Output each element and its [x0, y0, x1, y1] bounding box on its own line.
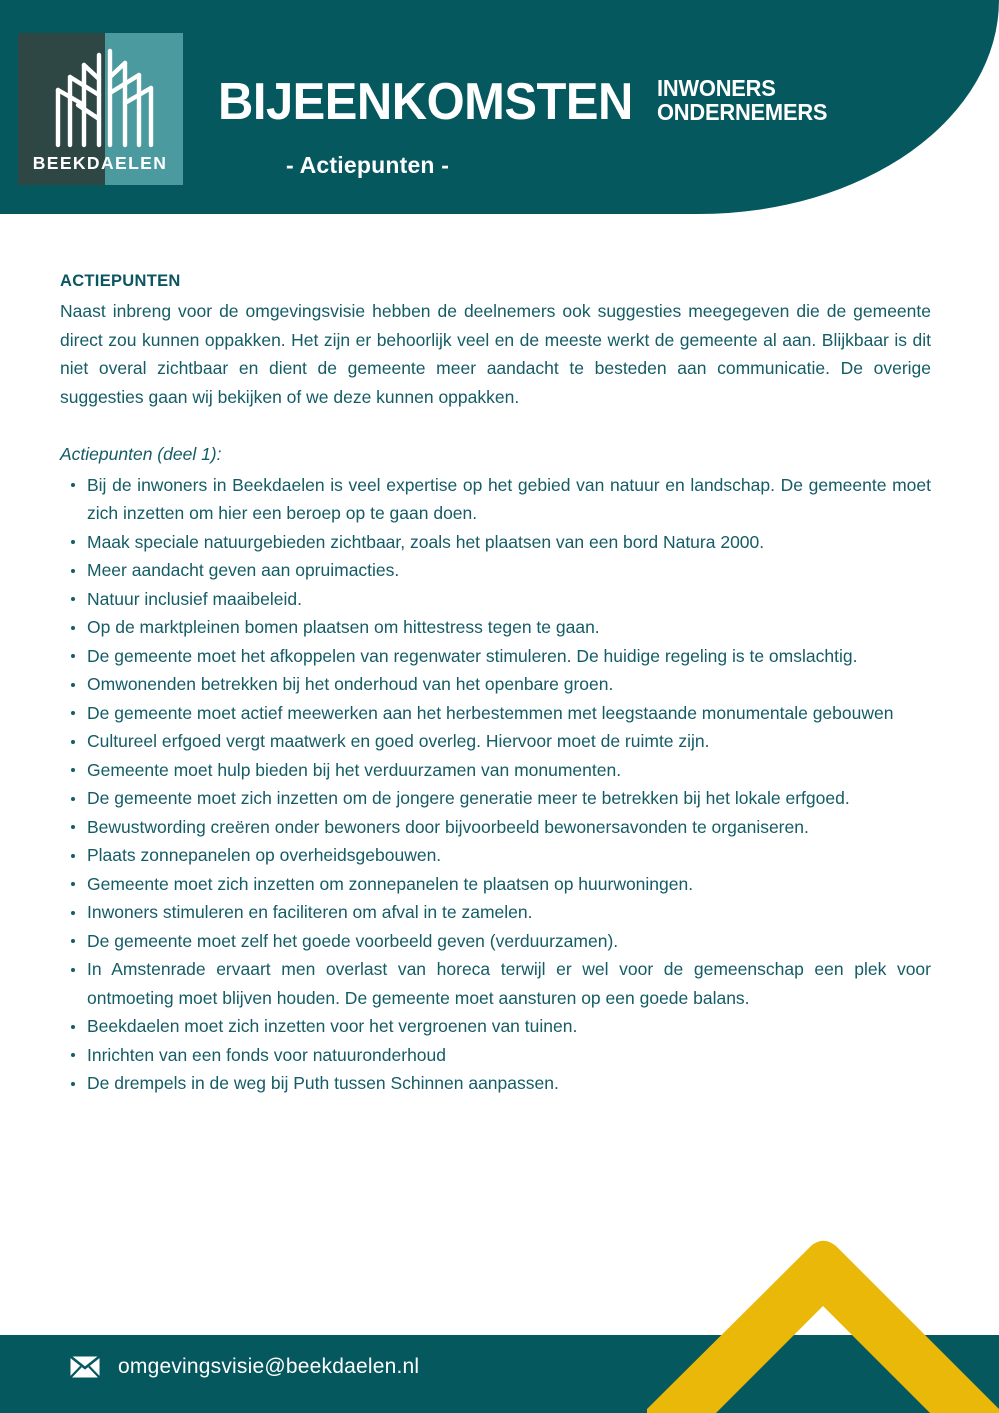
list-item: Plaats zonnepanelen op overheidsgebouwen. — [60, 841, 931, 870]
list-item: In Amstenrade ervaart men overlast van horeca terwijl er wel voor de gemeenschap een plek voor ontmoeting moet blijven houden. De gemeente moet aansturen op een goede balans. — [60, 955, 931, 1012]
header-title-block — [218, 74, 837, 130]
actiepunten-list — [60, 471, 931, 1098]
list-item: Beekdaelen moet zich inzetten voor het vergroenen van tuinen. — [60, 1012, 931, 1041]
chevron-decoration — [600, 1240, 999, 1413]
mail-icon — [70, 1356, 100, 1378]
list-item: Meer aandacht geven aan opruimacties. — [60, 556, 931, 585]
list-item: Bewustwording creëren onder bewoners door bijvoorbeeld bewonersavonden te organiseren. — [60, 813, 931, 842]
actiepunten-subheading: Actiepunten (deel 1): — [60, 444, 222, 464]
footer-contact — [70, 1355, 419, 1379]
list-item: De gemeente moet het afkoppelen van regenwater stimuleren. De huidige regeling is te omslachtig. — [60, 642, 931, 671]
logo-wordmark: BEEKDAELEN — [32, 153, 168, 173]
beekdaelen-logo — [18, 33, 183, 185]
list-item: Gemeente moet zich inzetten om zonnepanelen te plaatsen op huurwoningen. — [60, 870, 931, 899]
header-audience-ondernemers: ONDERNEMERS — [657, 99, 828, 125]
list-item: Gemeente moet hulp bieden bij het verduurzamen van monumenten. — [60, 756, 931, 785]
list-item: Omwonenden betrekken bij het onderhoud van het openbare groen. — [60, 670, 931, 699]
list-item: Cultureel erfgoed vergt maatwerk en goed overleg. Hiervoor moet de ruimte zijn. — [60, 727, 931, 756]
list-item: De gemeente moet actief meewerken aan het herbestemmen met leegstaande monumentale gebouwen — [60, 699, 931, 728]
list-item: Inwoners stimuleren en faciliteren om afval in te zamelen. — [60, 898, 931, 927]
page-title: BIJEENKOMSTEN — [218, 73, 633, 131]
list-item: Inrichten van een fonds voor natuuronderhoud — [60, 1041, 931, 1070]
intro-paragraph: Naast inbreng voor de omgevingsvisie hebben de deelnemers ook suggesties meegegeven die de gemeente direct zou kunnen oppakken. Het zijn er behoorlijk veel en de meeste werkt de gemeente al aan. Blijkbaar is dit niet overal zichtbaar en dient de gemeente meer aandacht te besteden aan communicatie. De overige suggesties gaan wij bekijken of we deze kunnen oppakken. — [60, 301, 931, 407]
list-item: De gemeente moet zich inzetten om de jongere generatie meer te betrekken bij het lokale erfgoed. — [60, 784, 931, 813]
header-audience-inwoners: INWONERS — [657, 75, 777, 101]
list-item: Maak speciale natuurgebieden zichtbaar, zoals het plaatsen van een bord Natura 2000. — [60, 528, 931, 557]
list-item: Op de marktpleinen bomen plaatsen om hittestress tegen te gaan. — [60, 613, 931, 642]
page-subtitle: - Actiepunten - — [286, 152, 450, 178]
list-item: Natuur inclusief maaibeleid. — [60, 585, 931, 614]
document-body — [60, 272, 931, 1098]
header-audience-stack — [657, 76, 836, 124]
list-item: Bij de inwoners in Beekdaelen is veel expertise op het gebied van natuur en landschap. De gemeente moet zich inzetten om hier een beroep op te gaan doen. — [60, 471, 931, 528]
list-item: De drempels in de weg bij Puth tussen Schinnen aanpassen. — [60, 1069, 931, 1098]
list-item: De gemeente moet zelf het goede voorbeeld geven (verduurzamen). — [60, 927, 931, 956]
section-heading: ACTIEPUNTEN — [60, 272, 181, 290]
footer-email[interactable]: omgevingsvisie@beekdaelen.nl — [118, 1355, 420, 1378]
